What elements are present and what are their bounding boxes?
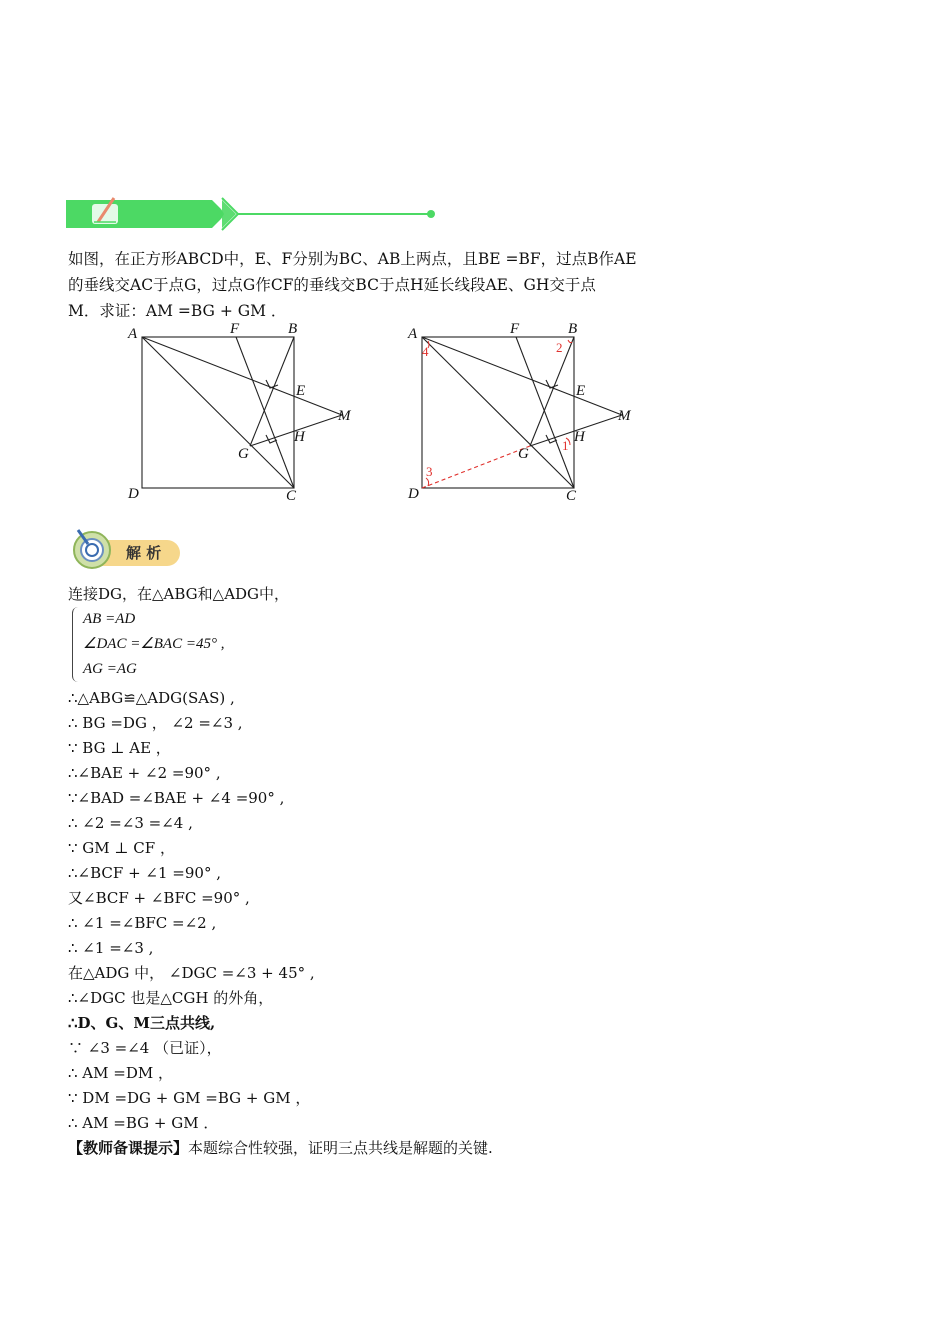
geometry-figure-2 — [398, 318, 648, 508]
label-M: M — [618, 408, 631, 424]
solution-line: ∴ BG =DG ， ∠2 =∠3 , — [68, 714, 243, 732]
angle-2-label: 2 — [556, 340, 563, 355]
angle-3-label: 3 — [426, 464, 433, 479]
label-C: C — [286, 488, 297, 504]
label-A: A — [128, 326, 138, 342]
solution-line: ∴ ∠1 =∠3 , — [68, 939, 154, 957]
label-B: B — [288, 321, 298, 337]
solution-line: 在△ADG 中， ∠DGC =∠3 + 45° , — [68, 964, 315, 982]
solution-line: ∴△ABG≌△ADG(SAS) , — [68, 689, 235, 707]
label-D: D — [408, 486, 419, 502]
problem-line-1: 如图，在正方形ABCD中，E、F分别为BC、AB上两点，且BE =BF，过点B作AE — [68, 250, 637, 268]
brace-line: AB =AD — [83, 611, 136, 627]
solution-title: 解 析 — [126, 544, 162, 562]
solution-line: 连接DG，在△ABG和△ADG中， — [68, 585, 290, 603]
label-F: F — [230, 321, 240, 337]
section-banner — [66, 196, 446, 232]
label-F: F — [510, 321, 520, 337]
label-G: G — [518, 446, 529, 462]
label-M: M — [338, 408, 351, 424]
brace-line: ∠DAC =∠BAC =45° , — [83, 636, 225, 652]
solution-line: ∴ AM =BG + GM ． — [68, 1114, 219, 1132]
teacher-tip-text: 本题综合性较强，证明三点共线是解题的关键. — [188, 1139, 493, 1157]
teacher-tip-label: 【教师备课提示】 — [68, 1139, 189, 1157]
problem-statement — [68, 246, 708, 324]
solution-line: ∵ DM =DG + GM =BG + GM ， — [68, 1089, 311, 1107]
teacher-tip — [68, 1136, 768, 1161]
label-A: A — [408, 326, 418, 342]
solution-line: 又∠BCF + ∠BFC =90° , — [68, 889, 250, 907]
label-G: G — [238, 446, 249, 462]
label-D: D — [128, 486, 139, 502]
solution-line: ∴∠BCF + ∠1 =90° , — [68, 864, 221, 882]
label-E: E — [576, 383, 586, 399]
solution-line: ∴D、G、M三点共线, — [68, 1014, 216, 1032]
solution-line: ∴ ∠2 =∠3 =∠4 , — [68, 814, 193, 832]
solution-line: ∵ GM ⊥ CF ， — [68, 839, 175, 857]
solution-line: ∴∠DGC 也是△CGH 的外角， — [68, 989, 274, 1007]
geometry-figure-1 — [118, 318, 368, 508]
solution-line: ∵ ∠3 =∠4 （已证）， — [68, 1039, 222, 1057]
label-H: H — [294, 429, 305, 445]
problem-line-3: M．求证：AM =BG + GM ． — [68, 302, 287, 320]
solution-line: ∴ AM =DM ， — [68, 1064, 173, 1082]
angle-1-label: 1 — [562, 438, 569, 453]
label-E: E — [296, 383, 306, 399]
solution-body — [68, 582, 768, 1161]
problem-line-2: 的垂线交AC于点G，过点G作CF的垂线交BC于点H延长线段AE、GH交于点 — [68, 276, 596, 294]
solution-line: ∵ BG ⊥ AE ， — [68, 739, 171, 757]
label-C: C — [566, 488, 577, 504]
label-B: B — [568, 321, 578, 337]
solution-line: ∴ ∠1 =∠BFC =∠2 , — [68, 914, 217, 932]
solution-line: ∴∠BAE + ∠2 =90° , — [68, 764, 221, 782]
system-brace — [72, 607, 768, 682]
solution-line: ∵∠BAD =∠BAE + ∠4 =90° , — [68, 789, 285, 807]
label-H: H — [574, 429, 585, 445]
brace-line: AG =AG — [83, 661, 137, 677]
angle-4-label: 4 — [422, 344, 429, 359]
solution-badge — [68, 524, 183, 572]
